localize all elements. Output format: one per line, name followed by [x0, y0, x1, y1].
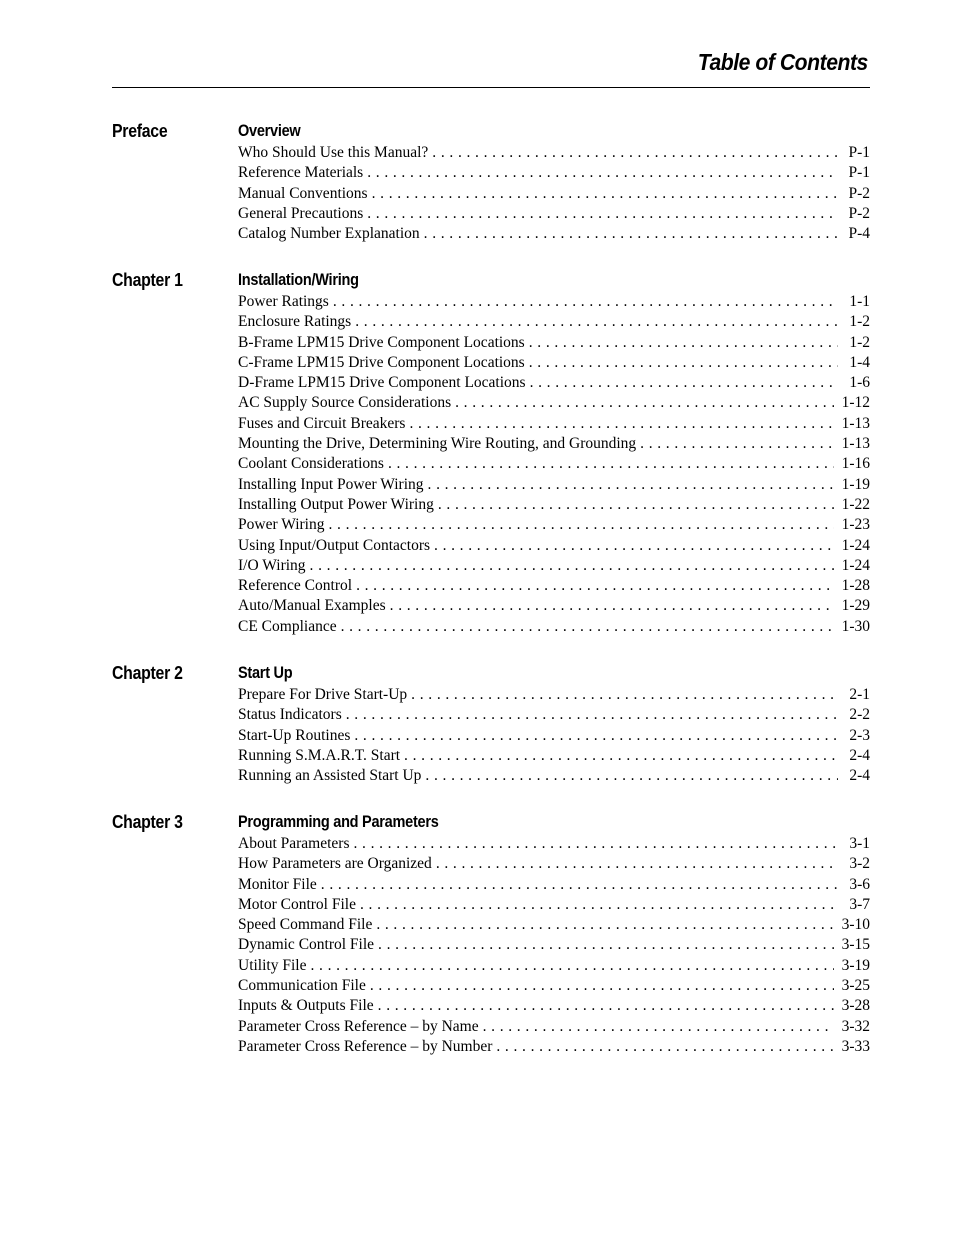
toc-entry-title: Reference Control — [238, 577, 353, 595]
dot-leader — [376, 915, 833, 935]
dot-leader — [483, 1017, 834, 1037]
toc-entry-page: 1-30 — [841, 617, 870, 635]
toc-entry-list — [238, 143, 870, 244]
toc-entry-title: Parameter Cross Reference – by Name — [238, 1017, 479, 1035]
toc-entry-title: Inputs & Outputs File — [238, 997, 374, 1015]
toc-entry-title: I/O Wiring — [238, 556, 306, 574]
toc-entry-title: AC Supply Source Considerations — [238, 394, 452, 412]
toc-entry[interactable] — [238, 495, 870, 515]
toc-entry[interactable] — [238, 935, 870, 955]
dot-leader — [367, 163, 838, 183]
toc-entry-title: Parameter Cross Reference – by Number — [238, 1037, 493, 1055]
toc-entry-page: P-2 — [848, 204, 870, 222]
dot-leader — [436, 854, 838, 874]
toc-entry-title: Catalog Number Explanation — [238, 225, 420, 243]
toc-entry-page: 2-1 — [849, 686, 870, 703]
toc-entry[interactable] — [238, 556, 870, 576]
toc-entry-list — [238, 685, 870, 786]
dot-leader — [310, 556, 834, 576]
toc-entry-page: 2-2 — [849, 706, 870, 724]
toc-entry-title: B-Frame LPM15 Drive Component Locations — [238, 333, 525, 351]
toc-entry[interactable] — [238, 184, 870, 204]
toc-entry[interactable] — [238, 726, 870, 746]
toc-entry[interactable] — [238, 576, 870, 596]
toc-entry-title: Manual Conventions — [238, 184, 368, 202]
toc-entry[interactable] — [238, 766, 870, 786]
dot-leader — [341, 617, 834, 637]
toc-entry-title: Dynamic Control File — [238, 936, 375, 954]
toc-entry[interactable] — [238, 996, 870, 1016]
toc-entry-title: C-Frame LPM15 Drive Component Locations — [238, 353, 525, 371]
toc-entry-title: CE Compliance — [238, 617, 337, 635]
toc-entry-title: Prepare For Drive Start-Up — [238, 686, 408, 703]
toc-entry[interactable] — [238, 224, 870, 244]
toc-entry[interactable] — [238, 292, 870, 312]
dot-leader — [428, 475, 834, 495]
toc-entry[interactable] — [238, 895, 870, 915]
toc-entry-title: Communication File — [238, 977, 366, 995]
toc-entry-page: 3-28 — [841, 997, 870, 1015]
toc-entry-page: 3-33 — [841, 1037, 870, 1055]
toc-entry-page: 3-10 — [841, 916, 870, 934]
dot-leader — [356, 576, 834, 596]
toc-entry-page: 1-23 — [841, 516, 870, 534]
toc-entry-title: Coolant Considerations — [238, 455, 384, 473]
toc-entry-title: Auto/Manual Examples — [238, 597, 386, 615]
dot-leader — [434, 536, 834, 556]
toc-entry-title: Start-Up Routines — [238, 726, 351, 744]
section-heading[interactable]: Programming and Parameters — [238, 813, 439, 831]
toc-entry[interactable] — [238, 333, 870, 353]
dot-leader — [353, 834, 838, 854]
toc-entry-title: D-Frame LPM15 Drive Component Locations — [238, 374, 526, 392]
toc-entry[interactable] — [238, 746, 870, 766]
dot-leader — [411, 685, 838, 705]
toc-entry-title: Reference Materials — [238, 164, 364, 182]
section-heading[interactable]: Overview — [238, 122, 301, 140]
toc-entry-title: Running an Assisted Start Up — [238, 767, 422, 785]
toc-entry-page: P-2 — [848, 184, 870, 202]
dot-leader — [496, 1037, 833, 1057]
toc-entry[interactable] — [238, 393, 870, 413]
toc-entry[interactable] — [238, 915, 870, 935]
toc-entry[interactable] — [238, 956, 870, 976]
toc-entry-title: General Precautions — [238, 204, 364, 222]
toc-entry[interactable] — [238, 685, 870, 705]
toc-entry-page: 3-2 — [849, 855, 870, 873]
toc-entry-page: 3-15 — [841, 936, 870, 954]
toc-entry[interactable] — [238, 854, 870, 874]
toc-entry-page: 1-4 — [849, 353, 870, 371]
dot-leader — [354, 726, 838, 746]
dot-leader — [328, 515, 833, 535]
dot-leader — [438, 495, 834, 515]
toc-entry-page: 1-22 — [841, 495, 870, 513]
toc-entry-page: 3-1 — [849, 835, 870, 852]
toc-entry-title: Running S.M.A.R.T. Start — [238, 746, 401, 764]
page-title: Table of Contents — [697, 49, 868, 75]
dot-leader — [378, 996, 834, 1016]
dot-leader — [529, 353, 838, 373]
toc-entry-title: How Parameters are Organized — [238, 855, 432, 873]
dot-leader — [372, 184, 838, 204]
toc-entry-page: 3-7 — [849, 895, 870, 913]
dot-leader — [425, 766, 838, 786]
dot-leader — [390, 596, 834, 616]
toc-entry-title: Enclosure Ratings — [238, 313, 352, 331]
dot-leader — [367, 204, 838, 224]
toc-entry-title: About Parameters — [238, 835, 350, 852]
toc-section-chapter-3 — [112, 812, 870, 1062]
dot-leader — [360, 895, 838, 915]
toc-entry[interactable] — [238, 596, 870, 616]
dot-leader — [432, 143, 838, 163]
dot-leader — [424, 224, 838, 244]
toc-entry-title: Installing Input Power Wiring — [238, 475, 424, 493]
dot-leader — [529, 333, 838, 353]
toc-entry-page: 1-13 — [841, 435, 870, 453]
toc-entry-title: Mounting the Drive, Determining Wire Routing, and Grounding — [238, 435, 637, 453]
toc-entry-page: P-1 — [848, 144, 870, 161]
toc-entry[interactable] — [238, 834, 870, 854]
toc-entry-title: Power Wiring — [238, 516, 325, 534]
section-heading[interactable]: Start Up — [238, 664, 293, 682]
toc-entry-page: 3-19 — [841, 956, 870, 974]
dot-leader — [310, 956, 833, 976]
toc-entry-page: 1-16 — [841, 455, 870, 473]
dot-leader — [388, 454, 834, 474]
toc-entry-title: Using Input/Output Contactors — [238, 536, 431, 554]
dot-leader — [640, 434, 833, 454]
section-label: Chapter 3 — [112, 812, 183, 832]
dot-leader — [346, 705, 838, 725]
toc-entry[interactable] — [238, 976, 870, 996]
toc-entry-page: 1-6 — [849, 374, 870, 392]
toc-entry-title: Status Indicators — [238, 706, 342, 724]
toc-entry-page: 3-6 — [849, 875, 870, 893]
toc-entry[interactable] — [238, 312, 870, 332]
section-label: Chapter 1 — [112, 270, 183, 290]
toc-entry-page: P-4 — [848, 225, 870, 243]
toc-entry-page: 1-19 — [841, 475, 870, 493]
toc-entry-title: Utility File — [238, 956, 307, 974]
toc-entry-page: P-1 — [848, 164, 870, 182]
toc-entry[interactable] — [238, 875, 870, 895]
toc-entry-page: 1-24 — [841, 556, 870, 574]
toc-entry-title: Monitor File — [238, 875, 317, 893]
dot-leader — [530, 373, 838, 393]
toc-entry-list — [238, 292, 870, 637]
dot-leader — [370, 976, 834, 996]
toc-entry-page: 1-12 — [841, 394, 870, 412]
toc-entry-page: 2-3 — [849, 726, 870, 744]
toc-entry-title: Fuses and Circuit Breakers — [238, 414, 406, 432]
section-label: Preface — [112, 121, 168, 141]
dot-leader — [321, 875, 838, 895]
toc-entry[interactable] — [238, 536, 870, 556]
toc-entry-page: 3-32 — [841, 1017, 870, 1035]
toc-entry-page: 1-24 — [841, 536, 870, 554]
dot-leader — [455, 393, 833, 413]
dot-leader — [378, 935, 834, 955]
toc-entry[interactable] — [238, 353, 870, 373]
toc-entry-page: 1-1 — [849, 293, 870, 310]
toc-entry-title: Installing Output Power Wiring — [238, 495, 434, 513]
toc-entry-page: 1-2 — [849, 333, 870, 351]
toc-entry[interactable] — [238, 475, 870, 495]
toc-entry-page: 1-28 — [841, 577, 870, 595]
toc-entry-title: Motor Control File — [238, 895, 356, 913]
section-label: Chapter 2 — [112, 663, 183, 683]
toc-entry-title: Power Ratings — [238, 293, 329, 310]
toc-entry-page: 1-13 — [841, 414, 870, 432]
toc-entry[interactable] — [238, 1017, 870, 1037]
toc-entry-page: 1-2 — [849, 313, 870, 331]
toc-entry[interactable] — [238, 515, 870, 535]
dot-leader — [333, 292, 838, 312]
toc-entry-page: 2-4 — [849, 767, 870, 785]
toc-entry[interactable] — [238, 705, 870, 725]
toc-entry-title: Speed Command File — [238, 916, 373, 934]
toc-section-chapter-1 — [112, 270, 870, 642]
toc-entry[interactable] — [238, 163, 870, 183]
toc-entry[interactable] — [238, 617, 870, 637]
toc-entry[interactable] — [238, 414, 870, 434]
toc-entry[interactable] — [238, 434, 870, 454]
dot-leader — [409, 414, 833, 434]
toc-entry-page: 1-29 — [841, 597, 870, 615]
dot-leader — [355, 312, 838, 332]
dot-leader — [404, 746, 838, 766]
toc-entry-list — [238, 834, 870, 1057]
toc-section-chapter-2 — [112, 663, 870, 793]
toc-entry[interactable] — [238, 204, 870, 224]
toc-entry-page: 3-25 — [841, 977, 870, 995]
toc-entry[interactable] — [238, 143, 870, 163]
toc-section-preface — [112, 121, 870, 251]
page-header — [112, 44, 870, 88]
section-heading[interactable]: Installation/Wiring — [238, 271, 359, 289]
toc-entry-title: Who Should Use this Manual? — [238, 144, 429, 161]
toc-entry-page: 2-4 — [849, 746, 870, 764]
toc-entry[interactable] — [238, 454, 870, 474]
toc-entry[interactable] — [238, 1037, 870, 1057]
toc-entry[interactable] — [238, 373, 870, 393]
